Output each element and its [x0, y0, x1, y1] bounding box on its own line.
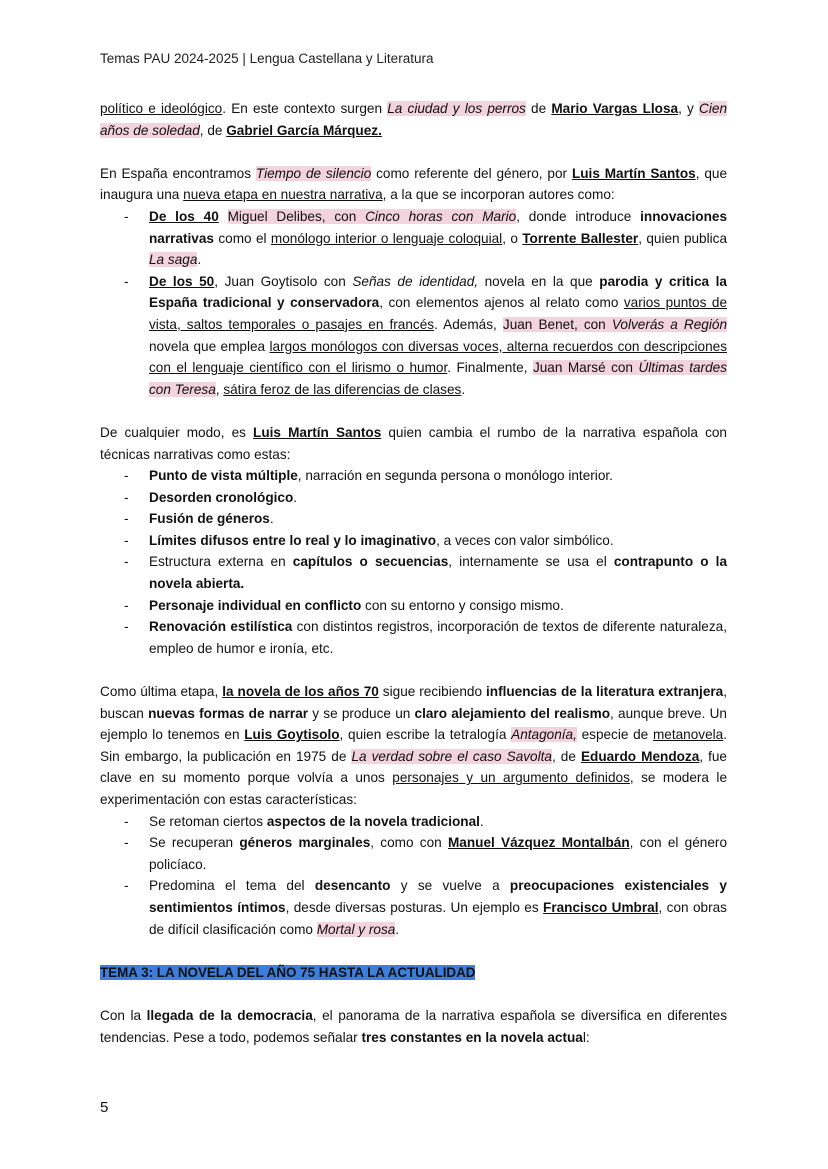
section-heading: TEMA 3: LA NOVELA DEL AÑO 75 HASTA LA ACTUALIDAD	[100, 964, 476, 980]
page-number: 5	[100, 1099, 109, 1116]
techniques-list	[100, 465, 727, 659]
authors-list	[100, 206, 727, 400]
list-item: - Fusión de géneros.	[100, 508, 727, 530]
paragraph-latin-american-novels: político e ideológico. En este contexto surgen La ciudad y los perros de Mario Vargas Llosa, y Cien años de soledad, de Gabriel García Márquez.	[100, 101, 728, 138]
paragraph-seventies: Como última etapa, la novela de los años 70 sigue recibiendo influencias de la literatura extranjera, buscan nuevas formas de narrar y se produce un claro alejamiento del realismo, aunque breve. Un ejemplo lo tenemos en Luis Goytisolo, quien escribe la tetralogía Antagonía, especie de metanovela. Sin embargo, la publicación en 1975 de La verdad sobre el caso Savolta, de Eduardo Mendoza, fue clave en su momento porque volvía a unos personajes y un argumento definidos, se modera le experimentación con estas características:	[100, 684, 728, 807]
paragraph-spain: En España encontramos Tiempo de silencio como referente del género, por Luis Martín Santos, que inaugura una nueva etapa en nuestra narrativa, a la que se incorporan autores como:	[100, 165, 728, 203]
list-item: - Personaje individual en conflicto con su entorno y consigo mismo.	[100, 595, 727, 617]
list-item: - Predomina el tema del desencanto y se vuelve a preocupaciones existenciales y sentimientos íntimos, desde diversas posturas. Un ejemplo es Francisco Umbral, con obras de difícil clasificación como Mortal y rosa.	[100, 875, 727, 940]
list-item: - Se recuperan géneros marginales, como con Manuel Vázquez Montalbán, con el género policíaco.	[100, 832, 727, 875]
characteristics-list	[100, 811, 727, 941]
paragraph-techniques-intro: De cualquier modo, es Luis Martín Santos quien cambia el rumbo de la narrativa española con técnicas narrativas como estas:	[100, 424, 727, 462]
list-item: - De los 50, Juan Goytisolo con Señas de identidad, novela en la que parodia y critica la España tradicional y conservadora, con elementos ajenos al relato como varios puntos de vista, saltos temporales o pasajes en francés. Además, Juan Benet, con Volverás a Región novela que emplea largos monólogos con diversas voces, alterna recuerdos con descripciones con el lenguaje científico con el lirismo o humor. Finalmente, Juan Marsé con Últimas tardes con Teresa, sátira feroz de las diferencias de clases.	[100, 271, 727, 401]
document-body	[100, 98, 727, 1048]
list-item: - Se retoman ciertos aspectos de la novela tradicional.	[100, 811, 727, 833]
list-item: - Renovación estilística con distintos registros, incorporación de textos de diferente naturaleza, empleo de humor e ironía, etc.	[100, 616, 727, 659]
section-heading-wrap	[100, 962, 727, 984]
list-item: - Estructura externa en capítulos o secuencias, internamente se usa el contrapunto o la novela abierta.	[100, 551, 727, 594]
paragraph-democracy: Con la llegada de la democracia, el panorama de la narrativa española se diversifica en diferentes tendencias. Pese a todo, podemos señalar tres constantes en la novela actual:	[100, 1007, 728, 1045]
list-item: - Desorden cronológico.	[100, 487, 727, 509]
list-item: - Punto de vista múltiple, narración en segunda persona o monólogo interior.	[100, 465, 727, 487]
list-item: - De los 40 Miguel Delibes, con Cinco horas con Mario, donde introduce innovaciones narrativas como el monólogo interior o lenguaje coloquial, o Torrente Ballester, quien publica La saga.	[100, 206, 727, 271]
page-header: Temas PAU 2024-2025 | Lengua Castellana y Literatura	[100, 51, 434, 66]
list-item: - Límites difusos entre lo real y lo imaginativo, a veces con valor simbólico.	[100, 530, 727, 552]
